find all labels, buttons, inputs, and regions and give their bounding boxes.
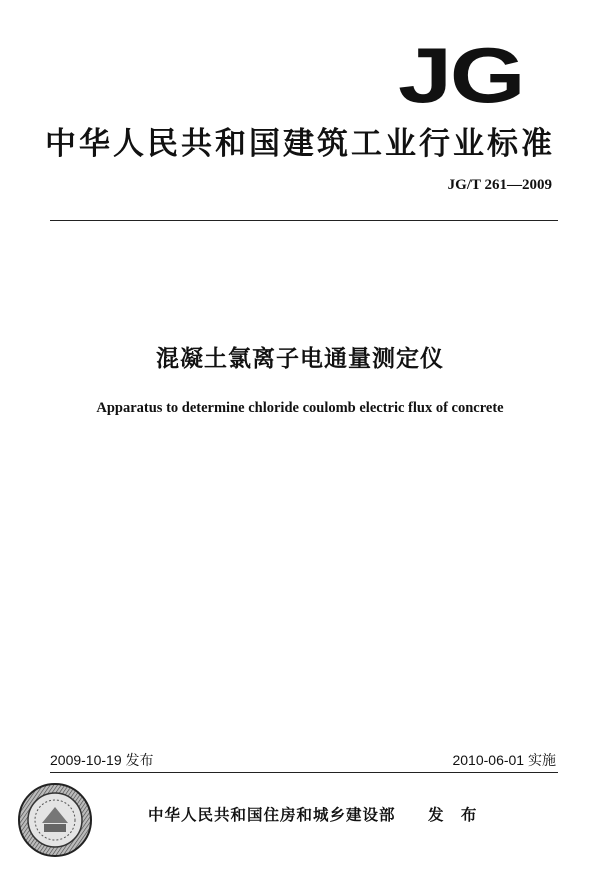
issue-date: 2009-10-19 发布 [50, 752, 154, 768]
seal-stamp-icon [16, 781, 94, 859]
organization-title: 中华人民共和国建筑工业行业标准 [45, 126, 555, 162]
document-title-cn: 混凝土氯离子电通量测定仪 [156, 346, 444, 372]
header-divider [50, 220, 558, 221]
footer-divider [50, 772, 558, 773]
jg-logo: JG [398, 31, 524, 119]
publish-label: 发 布 [428, 806, 483, 824]
document-title-en: Apparatus to determine chloride coulomb electric flux of concrete [96, 400, 504, 416]
standard-code: JG/T 261—2009 [447, 177, 552, 193]
implementation-date: 2010-06-01 实施 [452, 752, 556, 768]
publisher: 中华人民共和国住房和城乡建设部 [148, 806, 396, 824]
